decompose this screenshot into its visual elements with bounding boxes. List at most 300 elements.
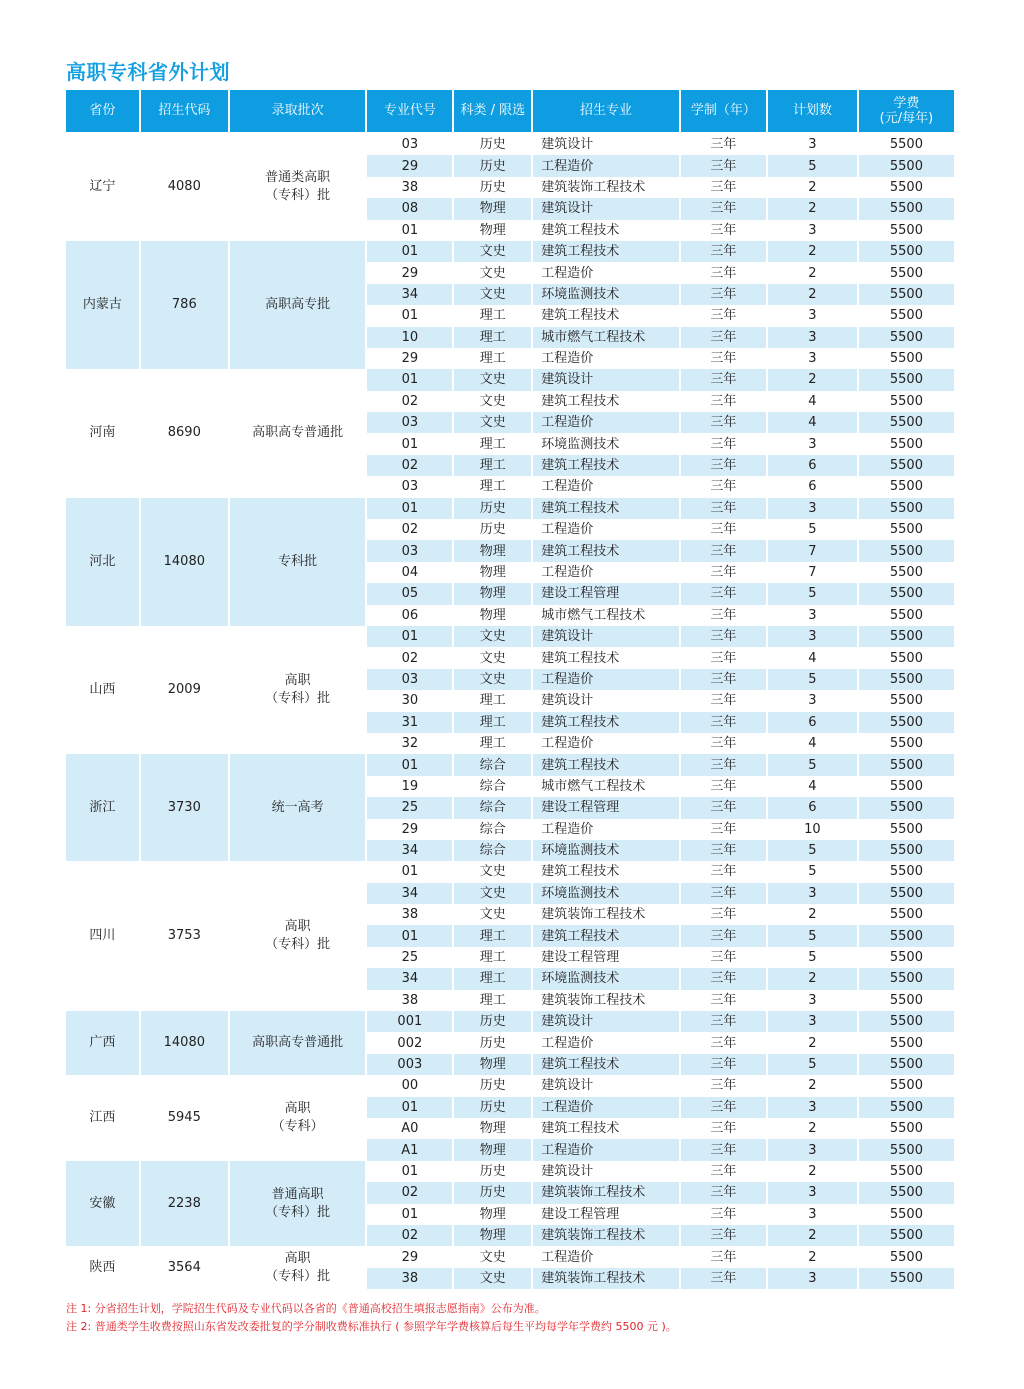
- duration-cell: 三年: [710, 864, 737, 880]
- fee-cell: 5500: [859, 1054, 954, 1075]
- major-code-cell: 03: [401, 479, 419, 495]
- major-cell: 建筑设计: [541, 1078, 594, 1094]
- category-cell: 文史: [454, 412, 531, 433]
- duration-cell: 三年: [710, 565, 737, 580]
- batch-line: （专科）批: [265, 1268, 331, 1284]
- major-cell: 建筑设计: [533, 198, 679, 219]
- major-code-cell: 02: [367, 1182, 452, 1203]
- category-cell: 理工: [479, 950, 506, 966]
- header-fee-line2: (元/每年): [879, 111, 934, 126]
- footnotes: [66, 1300, 677, 1336]
- header-batch: 录取批次: [230, 90, 366, 134]
- province-cell: 河北: [66, 498, 139, 626]
- duration-cell: 三年: [710, 607, 737, 623]
- major-cell: 环境监测技术: [533, 883, 679, 904]
- fee-cell: 5500: [889, 1206, 923, 1222]
- enrollment-plan-table: [64, 90, 956, 1289]
- category-cell: 历史: [479, 1078, 506, 1094]
- province-cell: 广西: [66, 1011, 139, 1075]
- batch-cell: [230, 241, 366, 369]
- major-cell: 建筑设计: [541, 693, 594, 709]
- province-cell: 四川: [66, 861, 139, 1011]
- major-cell: 工程造价: [541, 265, 594, 281]
- major-code-cell: 01: [401, 436, 419, 452]
- duration-cell: 三年: [710, 950, 737, 966]
- major-cell: 建筑设计: [533, 626, 679, 647]
- major-code-cell: 03: [367, 540, 452, 561]
- enroll-code-cell: 2009: [141, 626, 228, 754]
- fee-cell: 5500: [859, 754, 954, 775]
- plan-cell: 3: [768, 1268, 857, 1289]
- fee-cell: 5500: [889, 393, 923, 409]
- duration-cell: 三年: [710, 137, 737, 153]
- major-cell: 环境监测技术: [533, 840, 679, 861]
- footnote-1: 注 1: 分省招生计划，学院招生代码及专业代码以各省的《普通高校招生填报志愿指南》公布为准。: [66, 1302, 546, 1315]
- major-code-cell: 10: [367, 327, 452, 348]
- major-code-cell: 01: [401, 1206, 419, 1222]
- duration-cell: 三年: [710, 479, 737, 495]
- fee-cell: 5500: [859, 498, 954, 519]
- table-row: [66, 1011, 954, 1032]
- major-code-cell: 01: [401, 308, 419, 324]
- duration-cell: 三年: [710, 308, 737, 324]
- fee-cell: 5500: [859, 412, 954, 433]
- major-cell: 建筑工程技术: [541, 308, 620, 324]
- duration-cell: 三年: [681, 241, 766, 262]
- duration-cell: 三年: [681, 1139, 766, 1160]
- major-cell: 环境监测技术: [541, 436, 620, 452]
- major-code-cell: 03: [367, 412, 452, 433]
- major-code-cell: A1: [367, 1139, 452, 1160]
- category-cell: 文史: [454, 284, 531, 305]
- header-fee: [859, 90, 954, 134]
- plan-cell: 2: [808, 1078, 817, 1094]
- duration-cell: 三年: [710, 1249, 737, 1265]
- duration-cell: 三年: [710, 436, 737, 452]
- category-cell: 物理: [454, 1225, 531, 1246]
- enroll-code-cell: 3753: [141, 861, 228, 1011]
- plan-cell: 3: [768, 498, 857, 519]
- duration-cell: 三年: [710, 1206, 737, 1222]
- fee-cell: 5500: [859, 327, 954, 348]
- plan-cell: 7: [808, 565, 817, 580]
- category-cell: 理工: [479, 736, 506, 752]
- category-cell: 物理: [479, 1206, 506, 1222]
- plan-cell: 6: [808, 479, 817, 495]
- batch-line: 普通高职: [271, 1186, 324, 1202]
- major-code-cell: 38: [367, 1268, 452, 1289]
- duration-cell: 三年: [681, 369, 766, 390]
- plan-cell: 2: [768, 241, 857, 262]
- batch-cell: [230, 134, 366, 241]
- category-cell: 文史: [479, 1249, 506, 1265]
- fee-cell: 5500: [889, 950, 923, 966]
- duration-cell: 三年: [710, 992, 737, 1008]
- category-cell: 综合: [479, 778, 506, 794]
- major-cell: 建筑工程技术: [533, 754, 679, 775]
- plan-cell: 2: [768, 284, 857, 305]
- category-cell: 文史: [479, 907, 506, 923]
- duration-cell: 三年: [681, 1011, 766, 1032]
- batch-line: （专科）批: [265, 691, 331, 707]
- enroll-code-cell: 14080: [141, 1011, 228, 1075]
- batch-cell: [230, 1161, 366, 1247]
- batch-line: 高职: [284, 1100, 311, 1116]
- major-code-cell: 30: [401, 693, 419, 709]
- batch-line: （专科）批: [265, 188, 331, 204]
- duration-cell: 三年: [681, 284, 766, 305]
- major-cell: 建筑工程技术: [541, 1121, 620, 1137]
- batch-line: 统一高考: [271, 799, 324, 815]
- duration-cell: 三年: [710, 1163, 737, 1179]
- major-code-cell: 29: [401, 265, 419, 281]
- major-code-cell: 32: [401, 736, 419, 752]
- major-code-cell: 38: [401, 179, 419, 195]
- major-cell: 建筑装饰工程技术: [541, 992, 646, 1008]
- category-cell: 历史: [454, 155, 531, 176]
- header-duration: 学制（年）: [681, 90, 766, 134]
- major-cell: 建筑装饰工程技术: [541, 179, 646, 195]
- plan-cell: 2: [808, 1163, 817, 1179]
- plan-cell: 5: [768, 669, 857, 690]
- plan-cell: 3: [768, 1182, 857, 1203]
- category-cell: 综合: [479, 821, 506, 837]
- table-row: [66, 1161, 954, 1182]
- duration-cell: 三年: [681, 1097, 766, 1118]
- major-cell: 建筑装饰工程技术: [533, 1182, 679, 1203]
- fee-cell: 5500: [889, 222, 923, 238]
- duration-cell: 三年: [681, 712, 766, 733]
- major-code-cell: 01: [401, 222, 419, 238]
- duration-cell: 三年: [710, 778, 737, 794]
- major-code-cell: 34: [367, 968, 452, 989]
- batch-cell: [230, 626, 366, 754]
- category-cell: 理工: [479, 351, 506, 367]
- plan-cell: 3: [808, 607, 817, 623]
- major-cell: 城市燃气工程技术: [533, 327, 679, 348]
- plan-cell: 4: [808, 736, 817, 752]
- plan-cell: 2: [808, 1035, 817, 1051]
- batch-cell: [230, 1246, 366, 1289]
- table-row: [66, 1075, 954, 1096]
- province-cell: 安徽: [66, 1161, 139, 1247]
- duration-cell: 三年: [681, 1182, 766, 1203]
- fee-cell: 5500: [859, 455, 954, 476]
- plan-cell: 2: [768, 968, 857, 989]
- category-cell: 理工: [454, 455, 531, 476]
- duration-cell: 三年: [710, 650, 737, 666]
- fee-cell: 5500: [859, 540, 954, 561]
- category-cell: 文史: [454, 1268, 531, 1289]
- major-code-cell: 25: [401, 950, 419, 966]
- fee-cell: 5500: [859, 797, 954, 818]
- batch-cell: [230, 754, 366, 861]
- fee-cell: 5500: [889, 1121, 923, 1137]
- header-province: 省份: [66, 90, 139, 134]
- major-cell: 建筑工程技术: [541, 864, 620, 880]
- category-cell: 文史: [454, 669, 531, 690]
- major-code-cell: 02: [401, 393, 419, 409]
- plan-cell: 5: [768, 925, 857, 946]
- plan-cell: 2: [808, 265, 817, 281]
- category-cell: 历史: [479, 1035, 506, 1051]
- plan-cell: 3: [768, 883, 857, 904]
- category-cell: 历史: [454, 498, 531, 519]
- plan-cell: 3: [808, 693, 817, 709]
- fee-cell: 5500: [889, 479, 923, 495]
- plan-cell: 5: [768, 840, 857, 861]
- major-code-cell: 38: [401, 992, 419, 1008]
- major-code-cell: 00: [401, 1078, 419, 1094]
- enroll-code-cell: 786: [141, 241, 228, 369]
- fee-cell: 5500: [859, 1097, 954, 1118]
- footnote-2: 注 2: 普通类学生收费按照山东省发改委批复的学分制收费标准执行 ( 参照学年学费核算后每生平均每学年学费约 5500 元 )。: [66, 1320, 677, 1333]
- batch-cell: [230, 1075, 366, 1161]
- header-category: 科类 / 限选: [454, 90, 531, 134]
- batch-line: 高职高专普通批: [252, 425, 344, 441]
- major-cell: 工程造价: [533, 155, 679, 176]
- major-code-cell: 02: [367, 1225, 452, 1246]
- table-row: [66, 754, 954, 775]
- fee-cell: 5500: [889, 179, 923, 195]
- category-cell: 物理: [454, 540, 531, 561]
- header-major-code: 专业代号: [367, 90, 452, 134]
- plan-cell: 6: [768, 797, 857, 818]
- duration-cell: 三年: [710, 393, 737, 409]
- major-code-cell: 01: [367, 626, 452, 647]
- major-code-cell: A0: [401, 1121, 419, 1137]
- major-code-cell: 31: [367, 712, 452, 733]
- category-cell: 文史: [479, 864, 506, 880]
- enroll-code-cell: 3730: [141, 754, 228, 861]
- category-cell: 理工: [479, 693, 506, 709]
- fee-cell: 5500: [859, 669, 954, 690]
- plan-cell: 4: [808, 650, 817, 666]
- province-cell: 内蒙古: [66, 241, 139, 369]
- major-code-cell: 01: [367, 925, 452, 946]
- major-cell: 工程造价: [541, 736, 594, 752]
- duration-cell: 三年: [681, 754, 766, 775]
- major-code-cell: 04: [401, 565, 419, 580]
- duration-cell: 三年: [710, 351, 737, 367]
- plan-cell: 3: [808, 351, 817, 367]
- fee-cell: 5500: [889, 607, 923, 623]
- duration-cell: 三年: [681, 540, 766, 561]
- duration-cell: 三年: [681, 327, 766, 348]
- fee-cell: 5500: [889, 565, 923, 580]
- major-cell: 建筑装饰工程技术: [541, 907, 646, 923]
- enroll-code-cell: 2238: [141, 1161, 228, 1247]
- category-cell: 物理: [479, 222, 506, 238]
- fee-cell: 5500: [889, 992, 923, 1008]
- category-cell: 文史: [454, 369, 531, 390]
- fee-cell: 5500: [889, 650, 923, 666]
- plan-cell: 3: [808, 436, 817, 452]
- duration-cell: 三年: [710, 693, 737, 709]
- major-cell: 建筑工程技术: [533, 498, 679, 519]
- table-header-row: [66, 90, 954, 134]
- category-cell: 理工: [454, 327, 531, 348]
- major-code-cell: 01: [367, 1097, 452, 1118]
- category-cell: 物理: [454, 583, 531, 604]
- fee-cell: 5500: [859, 1011, 954, 1032]
- category-cell: 文史: [479, 265, 506, 281]
- major-code-cell: 02: [401, 522, 419, 538]
- plan-cell: 2: [808, 1249, 817, 1265]
- major-code-cell: 29: [367, 155, 452, 176]
- major-cell: 工程造价: [541, 1249, 594, 1265]
- major-cell: 工程造价: [541, 565, 594, 580]
- category-cell: 物理: [479, 565, 506, 580]
- fee-cell: 5500: [889, 308, 923, 324]
- duration-cell: 三年: [710, 736, 737, 752]
- major-cell: 工程造价: [541, 522, 594, 538]
- category-cell: 综合: [454, 840, 531, 861]
- fee-cell: 5500: [859, 1182, 954, 1203]
- duration-cell: 三年: [710, 522, 737, 538]
- plan-cell: 5: [768, 1054, 857, 1075]
- enroll-code-cell: 3564: [141, 1246, 228, 1289]
- major-cell: 建设工程管理: [541, 950, 620, 966]
- category-cell: 理工: [454, 968, 531, 989]
- table-row: [66, 134, 954, 155]
- fee-cell: 5500: [859, 1268, 954, 1289]
- plan-cell: 3: [808, 992, 817, 1008]
- duration-cell: 三年: [681, 840, 766, 861]
- duration-cell: 三年: [710, 265, 737, 281]
- fee-cell: 5500: [859, 155, 954, 176]
- duration-cell: 三年: [681, 1054, 766, 1075]
- plan-cell: 10: [804, 821, 821, 837]
- province-cell: 河南: [66, 369, 139, 497]
- major-cell: 工程造价: [533, 669, 679, 690]
- fee-cell: 5500: [859, 968, 954, 989]
- fee-cell: 5500: [889, 1163, 923, 1179]
- major-cell: 建筑工程技术: [533, 455, 679, 476]
- major-cell: 建筑工程技术: [541, 650, 620, 666]
- major-code-cell: 38: [401, 907, 419, 923]
- plan-cell: 2: [768, 198, 857, 219]
- fee-cell: 5500: [889, 265, 923, 281]
- major-code-cell: 29: [401, 821, 419, 837]
- table-row: [66, 241, 954, 262]
- plan-cell: 2: [768, 1225, 857, 1246]
- fee-cell: 5500: [889, 693, 923, 709]
- batch-line: （专科）: [271, 1118, 324, 1134]
- plan-cell: 5: [768, 155, 857, 176]
- duration-cell: 三年: [681, 455, 766, 476]
- fee-cell: 5500: [889, 821, 923, 837]
- major-code-cell: 03: [367, 669, 452, 690]
- major-code-cell: 002: [397, 1035, 423, 1051]
- category-cell: 物理: [454, 198, 531, 219]
- duration-cell: 三年: [681, 583, 766, 604]
- major-code-cell: 01: [367, 754, 452, 775]
- province-cell: 山西: [66, 626, 139, 754]
- duration-cell: 三年: [710, 179, 737, 195]
- province-cell: 辽宁: [66, 134, 139, 241]
- major-cell: 建筑装饰工程技术: [533, 1268, 679, 1289]
- category-cell: 历史: [479, 179, 506, 195]
- category-cell: 理工: [479, 308, 506, 324]
- major-code-cell: 01: [367, 241, 452, 262]
- header-major: 招生专业: [533, 90, 679, 134]
- major-cell: 建筑工程技术: [541, 393, 620, 409]
- duration-cell: 三年: [681, 968, 766, 989]
- category-cell: 历史: [454, 1097, 531, 1118]
- category-cell: 历史: [479, 522, 506, 538]
- duration-cell: 三年: [681, 925, 766, 946]
- table-body: [66, 134, 954, 1289]
- plan-cell: 3: [768, 626, 857, 647]
- fee-cell: 5500: [859, 241, 954, 262]
- category-cell: 历史: [479, 137, 506, 153]
- batch-cell: [230, 498, 366, 626]
- fee-cell: 5500: [859, 925, 954, 946]
- duration-cell: 三年: [681, 797, 766, 818]
- plan-cell: 4: [808, 393, 817, 409]
- major-cell: 建设工程管理: [533, 797, 679, 818]
- batch-cell: [230, 861, 366, 1011]
- duration-cell: 三年: [681, 498, 766, 519]
- plan-cell: 3: [808, 222, 817, 238]
- duration-cell: 三年: [681, 669, 766, 690]
- plan-cell: 6: [768, 455, 857, 476]
- plan-cell: 6: [768, 712, 857, 733]
- duration-cell: 三年: [681, 883, 766, 904]
- fee-cell: 5500: [889, 522, 923, 538]
- duration-cell: 三年: [710, 1035, 737, 1051]
- batch-line: （专科）批: [265, 937, 331, 953]
- category-cell: 理工: [454, 712, 531, 733]
- category-cell: 理工: [479, 479, 506, 495]
- category-cell: 综合: [454, 797, 531, 818]
- category-cell: 历史: [454, 1182, 531, 1203]
- header-enroll-code: 招生代码: [141, 90, 228, 134]
- major-cell: 城市燃气工程技术: [541, 778, 646, 794]
- major-cell: 工程造价: [541, 821, 594, 837]
- fee-cell: 5500: [889, 351, 923, 367]
- plan-cell: 3: [808, 308, 817, 324]
- batch-line: 高职: [284, 1250, 311, 1266]
- province-cell: 陕西: [66, 1246, 139, 1289]
- plan-cell: 3: [768, 1011, 857, 1032]
- category-cell: 物理: [454, 1054, 531, 1075]
- fee-cell: 5500: [889, 1249, 923, 1265]
- plan-cell: 3: [768, 327, 857, 348]
- plan-cell: 2: [768, 369, 857, 390]
- fee-cell: 5500: [889, 137, 923, 153]
- major-cell: 建筑工程技术: [533, 712, 679, 733]
- table-row: [66, 1246, 954, 1267]
- header-plan: 计划数: [768, 90, 857, 134]
- category-cell: 理工: [454, 925, 531, 946]
- plan-cell: 4: [768, 412, 857, 433]
- plan-cell: 4: [808, 778, 817, 794]
- category-cell: 文史: [454, 626, 531, 647]
- batch-cell: [230, 1011, 366, 1075]
- major-cell: 城市燃气工程技术: [541, 607, 646, 623]
- major-code-cell: 34: [367, 284, 452, 305]
- major-cell: 环境监测技术: [533, 968, 679, 989]
- major-code-cell: 01: [367, 498, 452, 519]
- fee-cell: 5500: [859, 583, 954, 604]
- major-cell: 工程造价: [541, 479, 594, 495]
- header-fee-line1: 学费: [893, 96, 920, 111]
- batch-line: 高职: [284, 919, 311, 935]
- batch-line: 高职高专普通批: [252, 1035, 344, 1051]
- major-cell: 工程造价: [533, 412, 679, 433]
